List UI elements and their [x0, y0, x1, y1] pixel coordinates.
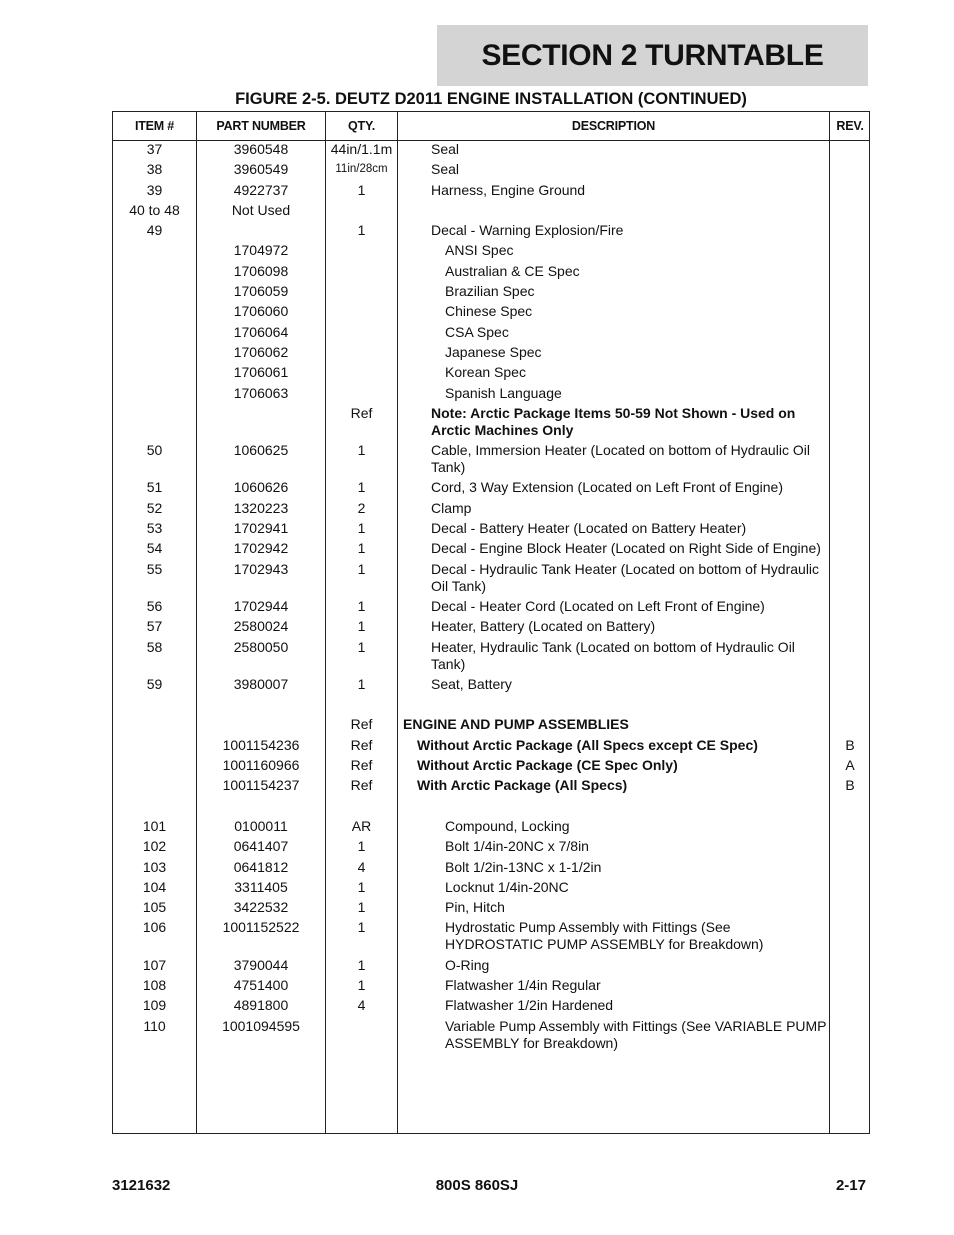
description: Chinese Spec	[445, 303, 533, 320]
part-number: 1001154236	[222, 736, 300, 753]
item-number: 105	[142, 899, 167, 916]
footer-page-number: 2-17	[835, 1177, 866, 1194]
part-number: 1702943	[233, 560, 289, 577]
table-row	[113, 561, 869, 598]
description: Decal - Engine Block Heater (Located on Right Side of Engine)	[431, 540, 821, 557]
table-row	[113, 696, 869, 716]
table-row	[113, 283, 869, 303]
item-number: 109	[142, 997, 167, 1014]
item-number: 51	[146, 479, 163, 496]
part-number: 0641407	[233, 838, 289, 855]
table-row	[113, 161, 869, 181]
item-number: 108	[142, 976, 167, 993]
quantity: Ref	[350, 777, 373, 794]
quantity: 1	[357, 638, 366, 655]
part-number: 1060626	[233, 479, 289, 496]
description: Decal - Battery Heater (Located on Battery Heater)	[431, 520, 747, 537]
description: Seal	[431, 161, 460, 178]
description: Without Arctic Package (CE Spec Only)	[417, 757, 678, 774]
table-row	[113, 182, 869, 202]
description: Bolt 1/2in-13NC x 1-1/2in	[445, 858, 602, 875]
table-row	[113, 919, 869, 956]
table-row	[113, 222, 869, 242]
item-number: 107	[142, 956, 167, 973]
quantity: Ref	[350, 404, 373, 421]
part-number: 4891800	[233, 997, 289, 1014]
quantity: 1	[357, 181, 366, 198]
item-number: 40 to 48	[129, 201, 180, 218]
item-number: 104	[142, 878, 167, 895]
table-row	[113, 442, 869, 479]
description: Spanish Language	[445, 384, 562, 401]
quantity: 11in/28cm	[335, 163, 388, 176]
description: Seal	[431, 141, 460, 157]
item-number: 110	[143, 1017, 166, 1034]
description: Korean Spec	[445, 364, 526, 381]
part-number: 4922737	[233, 181, 289, 198]
quantity: 1	[357, 976, 366, 993]
table-row	[113, 899, 869, 919]
quantity: Ref	[350, 736, 373, 753]
description: Decal - Warning Explosion/Fire	[431, 222, 624, 239]
table-row	[113, 242, 869, 262]
table-row	[113, 500, 869, 520]
quantity: AR	[351, 817, 372, 834]
footer-model: 800S 860SJ	[435, 1177, 519, 1194]
description: Clamp	[431, 499, 472, 516]
item-number: 54	[146, 540, 163, 557]
header-part-number: PART NUMBER	[216, 119, 306, 133]
part-number: 1706098	[233, 262, 289, 279]
description	[431, 798, 829, 815]
item-number: 59	[146, 675, 163, 692]
description: Heater, Hydraulic Tank (Located on bottom of Hydraulic Oil Tank)	[431, 638, 795, 672]
item-number: 37	[146, 141, 163, 157]
quantity: 1	[357, 540, 366, 557]
quantity: 1	[357, 956, 366, 973]
description: Bolt 1/4in-20NC x 7/8in	[445, 838, 589, 855]
table-row	[113, 263, 869, 283]
description: Cable, Immersion Heater (Located on bottom of Hydraulic Oil Tank)	[431, 442, 810, 476]
item-number: 53	[146, 520, 163, 537]
table-row	[113, 798, 869, 818]
quantity: 1	[357, 675, 366, 692]
table-row	[113, 344, 869, 364]
quantity: 44in/1.1m	[330, 141, 393, 157]
part-number: 1706060	[233, 303, 289, 320]
description: Note: Arctic Package Items 50-59 Not Shown - Used on Arctic Machines Only	[431, 404, 796, 438]
item-number: 103	[142, 858, 167, 875]
table-row	[113, 757, 869, 777]
description: Flatwasher 1/4in Regular	[445, 976, 601, 993]
quantity: 1	[357, 442, 366, 459]
table-row	[113, 540, 869, 560]
description: ANSI Spec	[445, 242, 514, 259]
description: Decal - Hydraulic Tank Heater (Located on bottom of Hydraulic Oil Tank)	[431, 560, 820, 594]
part-number: 3980007	[233, 675, 289, 692]
table-row	[113, 364, 869, 384]
header-description: DESCRIPTION	[571, 119, 656, 133]
table-row	[113, 716, 869, 736]
description: Pin, Hitch	[445, 899, 505, 916]
description: Flatwasher 1/2in Hardened	[445, 997, 614, 1014]
description: Brazilian Spec	[445, 283, 535, 300]
description: Heater, Battery (Located on Battery)	[431, 618, 656, 635]
quantity: 1	[357, 618, 366, 635]
quantity: 1	[357, 222, 366, 239]
part-number: 3790044	[233, 956, 289, 973]
table-row	[113, 1018, 869, 1055]
header-rev: REV.	[836, 119, 864, 133]
description	[431, 696, 829, 713]
quantity: 4	[357, 997, 366, 1014]
footer-doc-number: 3121632	[112, 1177, 171, 1194]
table-row	[113, 618, 869, 638]
item-number: 58	[146, 638, 163, 655]
part-number: 1702941	[233, 520, 289, 537]
part-number: 4751400	[233, 976, 289, 993]
description: Cord, 3 Way Extension (Located on Left Front of Engine)	[431, 479, 784, 496]
description: O-Ring	[445, 956, 490, 973]
quantity: 4	[357, 858, 366, 875]
part-number: 2580024	[233, 618, 289, 635]
part-number: 1704972	[233, 242, 289, 259]
item-number: 50	[146, 442, 163, 459]
item-number: 55	[146, 560, 163, 577]
part-number: 2580050	[233, 638, 289, 655]
quantity: 1	[357, 899, 366, 916]
table-row	[113, 202, 869, 222]
table-row	[113, 385, 869, 405]
figure-title: FIGURE 2-5. DEUTZ D2011 ENGINE INSTALLATION (CONTINUED)	[235, 90, 747, 108]
description: Harness, Engine Ground	[431, 181, 586, 198]
table-row	[113, 818, 869, 838]
part-number: 1702944	[233, 597, 289, 614]
part-number: 1702942	[233, 540, 289, 557]
part-number: 3311405	[234, 878, 288, 895]
part-number: 1706061	[233, 364, 289, 381]
item-number: 52	[146, 499, 163, 516]
table-row	[113, 520, 869, 540]
quantity: Ref	[350, 716, 373, 733]
table-body	[113, 141, 869, 1055]
part-number: 1001160966	[222, 757, 300, 774]
part-number: 3960548	[233, 141, 289, 157]
part-number: 1001094595	[222, 1017, 300, 1034]
table-row	[113, 879, 869, 899]
description: ENGINE AND PUMP ASSEMBLIES	[403, 716, 629, 733]
quantity: 1	[357, 878, 366, 895]
quantity: 1	[357, 597, 366, 614]
quantity: 1	[357, 479, 366, 496]
description: Variable Pump Assembly with Fittings (See VARIABLE PUMP ASSEMBLY for Breakdown)	[445, 1017, 827, 1051]
table-row	[113, 303, 869, 323]
description: Japanese Spec	[445, 343, 542, 360]
description: Seat, Battery	[431, 675, 512, 692]
part-number: 1706059	[233, 283, 289, 300]
description: Decal - Heater Cord (Located on Left Front of Engine)	[431, 597, 765, 614]
part-number: 1706062	[233, 343, 289, 360]
table-row	[113, 777, 869, 797]
part-number: 0100011	[234, 817, 288, 834]
part-number: 3422532	[233, 899, 289, 916]
description: Compound, Locking	[445, 817, 570, 834]
table-row	[113, 838, 869, 858]
item-number: 39	[146, 181, 163, 198]
part-number: Not Used	[231, 201, 291, 218]
part-number: 1706063	[233, 384, 289, 401]
table-row	[113, 859, 869, 879]
item-number: 49	[146, 222, 163, 239]
table-row	[113, 957, 869, 977]
description: CSA Spec	[445, 323, 509, 340]
part-number: 0641812	[233, 858, 289, 875]
table-row	[113, 676, 869, 696]
item-number: 101	[142, 817, 167, 834]
header-qty: QTY.	[348, 119, 375, 133]
table-row	[113, 479, 869, 499]
part-number: 1706064	[233, 323, 289, 340]
part-number: 3960549	[233, 161, 289, 178]
quantity: 1	[357, 838, 366, 855]
revision: B	[845, 736, 855, 753]
table-row	[113, 997, 869, 1017]
quantity: 1	[357, 520, 366, 537]
quantity: 1	[357, 560, 366, 577]
part-number: 1001152522	[222, 919, 300, 936]
header-item: ITEM #	[134, 119, 175, 133]
item-number: 102	[142, 838, 167, 855]
part-number: 1320223	[233, 499, 289, 516]
description: Hydrostatic Pump Assembly with Fittings (See HYDROSTATIC PUMP ASSEMBLY for Breakdown)	[445, 919, 764, 953]
description: With Arctic Package (All Specs)	[417, 777, 628, 794]
table-row	[113, 737, 869, 757]
revision: B	[845, 777, 855, 794]
parts-table	[112, 111, 870, 1134]
quantity: Ref	[350, 757, 373, 774]
table-row	[113, 977, 869, 997]
item-number: 38	[146, 161, 163, 178]
table-row	[113, 141, 869, 161]
description	[431, 202, 829, 219]
revision: A	[845, 757, 855, 774]
description: Australian & CE Spec	[445, 262, 580, 279]
table-row	[113, 598, 869, 618]
part-number: 1060625	[233, 442, 289, 459]
item-number: 56	[146, 597, 163, 614]
item-number: 57	[146, 618, 163, 635]
item-number: 106	[142, 919, 167, 936]
part-number: 1001154237	[222, 777, 300, 794]
table-row	[113, 324, 869, 344]
quantity: 2	[357, 499, 366, 516]
quantity: 1	[357, 919, 366, 936]
table-row	[113, 405, 869, 442]
description: Without Arctic Package (All Specs except CE Spec)	[417, 736, 758, 753]
table-row	[113, 639, 869, 676]
section-title: SECTION 2 TURNTABLE	[437, 25, 868, 86]
description: Locknut 1/4in-20NC	[445, 878, 569, 895]
